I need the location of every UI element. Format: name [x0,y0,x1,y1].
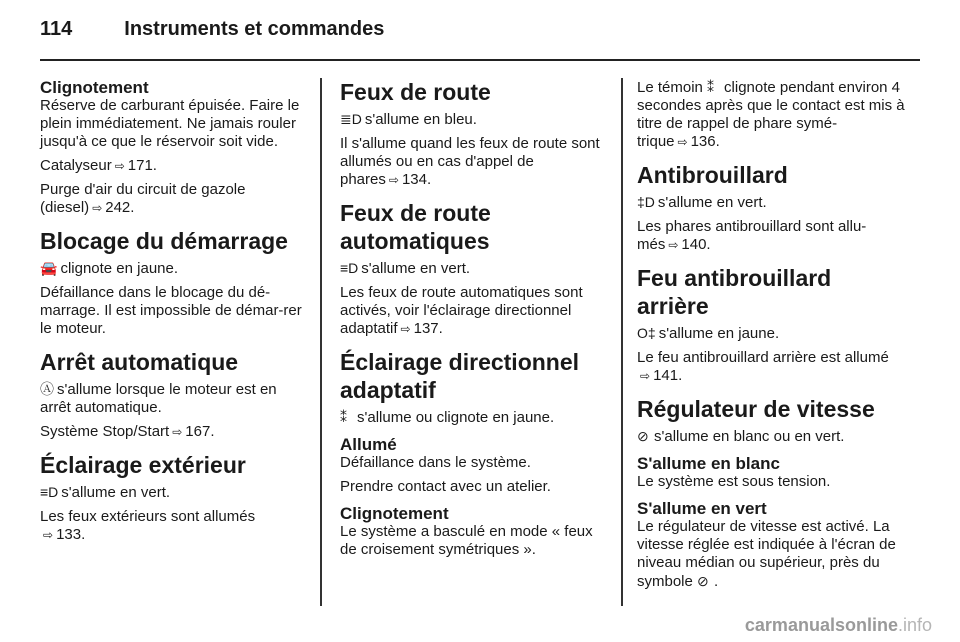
immobilizer-icon: 🚘 [40,260,58,276]
paragraph: Le témoin ⁑ clignote pendant environ 4 secondes après que le contact est mis à titre de rappel de phare symé-trique ⇨ 136. [637,79,905,150]
paragraph: Les feux extérieurs sont allumés ⇨ 133. [40,508,256,543]
paragraph: Le système a basculé en mode « feux de croisement symétriques ». [340,523,593,558]
arrow-icon: ⇨ [114,159,125,173]
paragraph: ≣D s'allume en bleu. [340,111,477,128]
rear-fog-icon: O‡ [637,325,656,341]
arrow-icon: ⇨ [92,201,103,215]
paragraph: Défaillance dans le système. [340,454,531,471]
section-title: Blocage du démarrage [40,228,288,254]
column-2 [340,78,608,565]
watermark: carmanualsonline.info [744,615,932,635]
paragraph: Purge d'air du circuit de gazole (diesel) ⇨ 242. [40,181,246,216]
section-title: Régulateur de vitesse [637,396,875,422]
exterior-light-icon: ≡D [40,484,59,500]
adaptive-light-icon: ⁑ [707,79,715,95]
page-title: Instruments et commandes [124,18,385,40]
section-title: Feux de route automatiques [340,200,491,254]
section-title: Éclairage directionnel adaptatif [340,349,580,403]
arrow-icon: ⇨ [668,238,679,252]
page-number: 114 [40,18,73,40]
paragraph: Réserve de carburant épuisée. Faire le plein immédiatement. Ne jamais rouler jusqu'à ce que le réservoir soit vide. [40,97,300,150]
column-1 [40,78,308,550]
auto-high-beam-icon: ≡D [340,260,359,276]
paragraph: Système Stop/Start ⇨ 167. [40,423,215,440]
page-header [40,18,384,41]
paragraph: Prendre contact avec un atelier. [340,478,551,495]
cruise-control-icon: ⊘ [697,573,709,589]
autostop-icon: Ⓐ [40,381,54,397]
header-rule [40,59,920,61]
column-divider [320,78,322,606]
paragraph: Le feu antibrouillard arrière est allumé ⇨ 141. [637,349,889,384]
paragraph: Le régulateur de vitesse est activé. La vitesse réglée est indiquée à l'écran de niveau médian ou supérieur, près du symbole ⊘ . [637,518,896,590]
section-heading: Clignotement [40,78,149,97]
paragraph: O‡ s'allume en jaune. [637,325,780,342]
arrow-icon: ⇨ [640,369,651,383]
paragraph: Catalyseur ⇨ 171. [40,157,157,174]
section-title: Feux de route [340,79,491,105]
section-title: Éclairage extérieur [40,452,246,478]
section-title: Antibrouillard [637,162,788,188]
arrow-icon: ⇨ [677,135,688,149]
subsection-title: S'allume en blanc [637,454,780,473]
paragraph: 🚘 clignote en jaune. [40,260,179,277]
arrow-icon: ⇨ [388,173,399,187]
column-3 [637,78,905,597]
paragraph: Ⓐ s'allume lorsque le moteur est en arrêt automatique. [40,381,277,416]
paragraph: ⁑ s'allume ou clignote en jaune. [340,409,555,426]
paragraph: ⊘ s'allume en blanc ou en vert. [637,428,845,445]
arrow-icon: ⇨ [172,425,183,439]
arrow-icon: ⇨ [400,322,411,336]
subsection-title: Allumé [340,435,397,454]
section-title: Feu antibrouillard arrière [637,265,832,319]
high-beam-icon: ≣D [340,111,362,127]
paragraph: Défaillance dans le blocage du dé-marrage. Il est impossible de démar-rer le moteur. [40,284,302,337]
subsection-title: S'allume en vert [637,499,767,518]
paragraph: Les phares antibrouillard sont allu-més ⇨ 140. [637,218,867,253]
front-fog-icon: ‡D [637,194,655,210]
cruise-control-icon: ⊘ [637,428,649,444]
paragraph: ‡D s'allume en vert. [637,194,767,211]
section-title: Arrêt automatique [40,349,239,375]
arrow-icon: ⇨ [43,528,54,542]
paragraph: ≡D s'allume en vert. [340,260,471,277]
subsection-title: Clignotement [340,504,449,523]
paragraph: Le système est sous tension. [637,473,831,490]
paragraph: ≡D s'allume en vert. [40,484,171,501]
paragraph: Il s'allume quand les feux de route sont allumés ou en cas d'appel de phares ⇨ 134. [340,135,600,188]
adaptive-light-icon: ⁑ [340,409,347,425]
paragraph: Les feux de route automatiques sont activés, voir l'éclairage directionnel adaptatif ⇨ 137. [340,284,583,337]
column-divider [621,78,623,606]
